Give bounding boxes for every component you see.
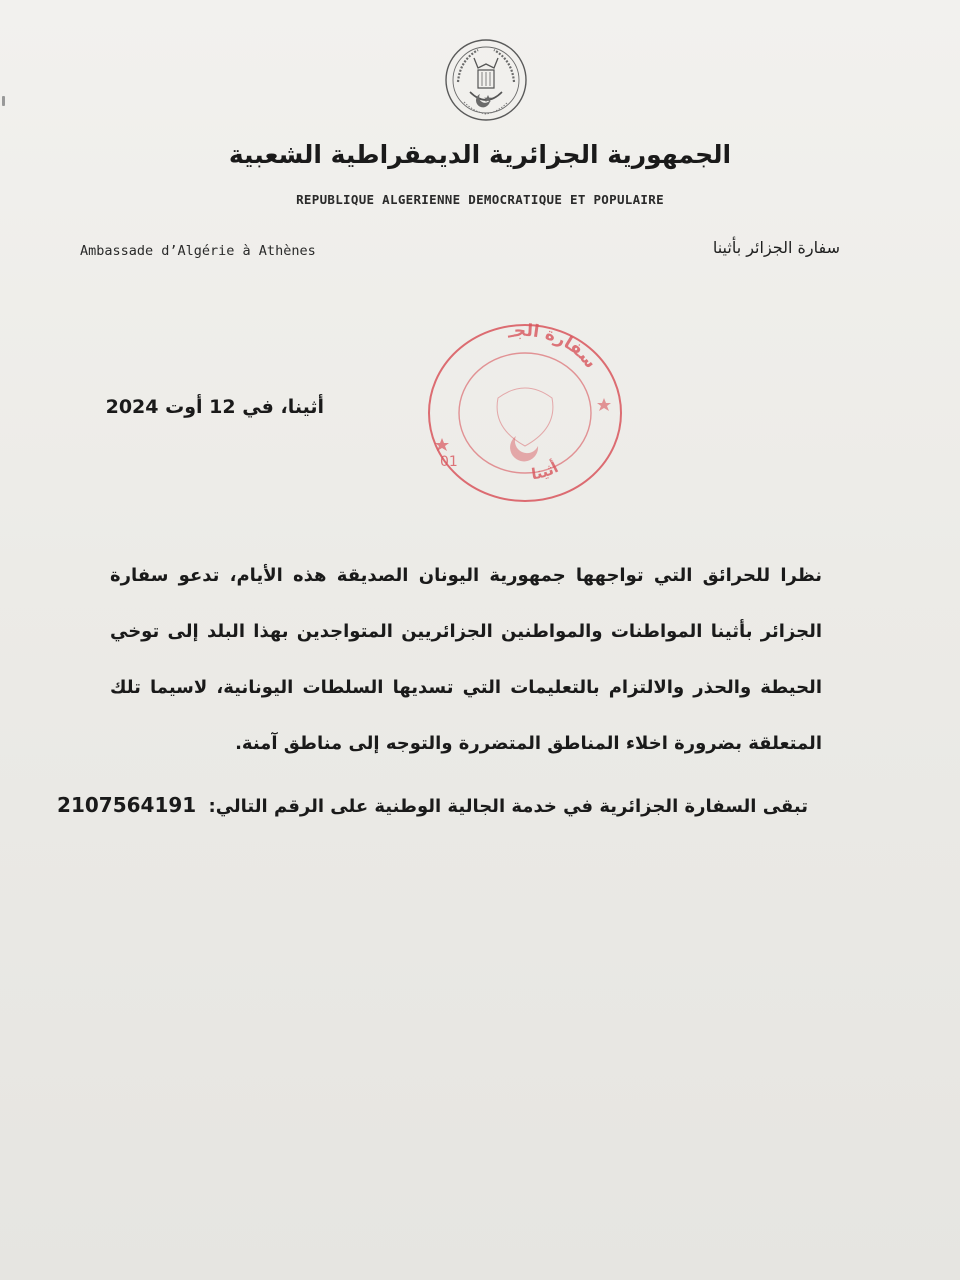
country-name-arabic: الجمهورية الجزائرية الديمقراطية الشعبية [228,140,732,169]
embassy-name-arabic: سفارة الجزائر بأثينا [712,238,840,257]
stamp-number: 01 [440,454,458,470]
embassy-name-french: Ambassade d’Algérie à Athènes [80,243,316,259]
algeria-state-emblem-icon [444,38,528,122]
country-name-french: REPUBLIQUE ALGERIENNE DEMOCRATIQUE ET POPULAIRE [296,192,664,207]
contact-text: تبقى السفارة الجزائرية في خدمة الجالية الوطنية على الرقم التالي: [208,796,808,817]
svg-text:أثينا [530,457,561,483]
embassy-seal-stamp-icon [418,318,632,508]
contact-line [57,793,808,817]
contact-phone-number: 2107564191 [57,793,197,817]
paper-edge-mark [2,96,5,106]
svg-text:سفارة الجـ [505,321,601,373]
letter-date: أثينا، في 12 أوت 2024 [105,396,324,418]
notice-paragraph: نظرا للحرائق التي تواجهها جمهورية اليونان الصديقة هذه الأيام، تدعو سفارة الجزائر بأثينا المواطنات والمواطنين الجزائريين المتواجدين بهذا البلد إلى توخي الحيطة والحذر والالتزام بالتعليمات التي تسديها السلطات اليونانية، لاسيما تلك المتعلقة بضرورة اخلاء المناطق المتضررة والتوجه إلى مناطق آمنة. [110,565,822,754]
stamp-bottom-text: أثينا [530,458,562,484]
stamp-top-text: سفارة الجـ [505,320,601,373]
